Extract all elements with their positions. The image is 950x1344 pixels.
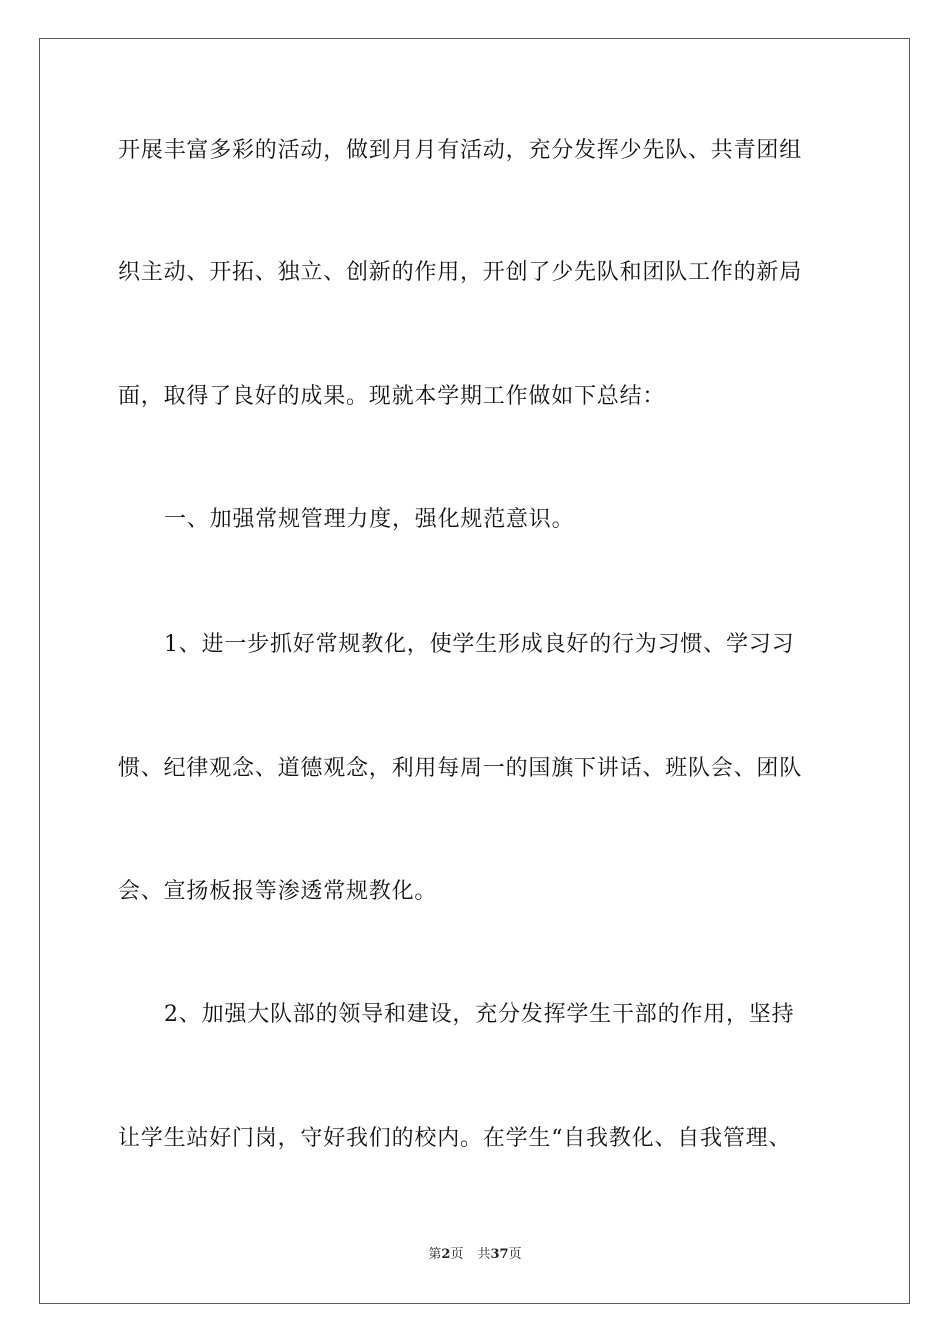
paragraph-line: 惯、纪律观念、道德观念，利用每周一的国旗下讲话、班队会、团队 — [118, 756, 803, 781]
paragraph-line: 让学生站好门岗，守好我们的校内。在学生“自我教化、自我管理、 — [118, 1126, 792, 1151]
total-prefix: 共 — [477, 1247, 491, 1262]
paragraph-line: 2、加强大队部的领导和建设，充分发挥学生干部的作用，坚持 — [164, 1002, 795, 1027]
page-border — [39, 38, 910, 1304]
page-footer — [0, 1246, 950, 1264]
paragraph-line: 会、宣扬板报等渗透常规教化。 — [118, 879, 438, 904]
page-prefix: 第 — [428, 1247, 442, 1262]
paragraph-line: 开展丰富多彩的活动，做到月月有活动，充分发挥少先队、共青团组 — [118, 138, 803, 163]
total-suffix: 页 — [508, 1247, 522, 1262]
paragraph-line: 面，取得了良好的成果。现就本学期工作做如下总结： — [118, 384, 666, 409]
section-heading: 一、加强常规管理力度，强化规范意识。 — [164, 507, 575, 532]
paragraph-line: 1、进一步抓好常规教化，使学生形成良好的行为习惯、学习习 — [164, 632, 795, 657]
paragraph-line: 织主动、开拓、独立、创新的作用，开创了少先队和团队工作的新局 — [118, 260, 803, 285]
page-number: 2 — [441, 1247, 451, 1262]
page-suffix: 页 — [450, 1247, 464, 1262]
total-pages: 37 — [490, 1247, 509, 1262]
